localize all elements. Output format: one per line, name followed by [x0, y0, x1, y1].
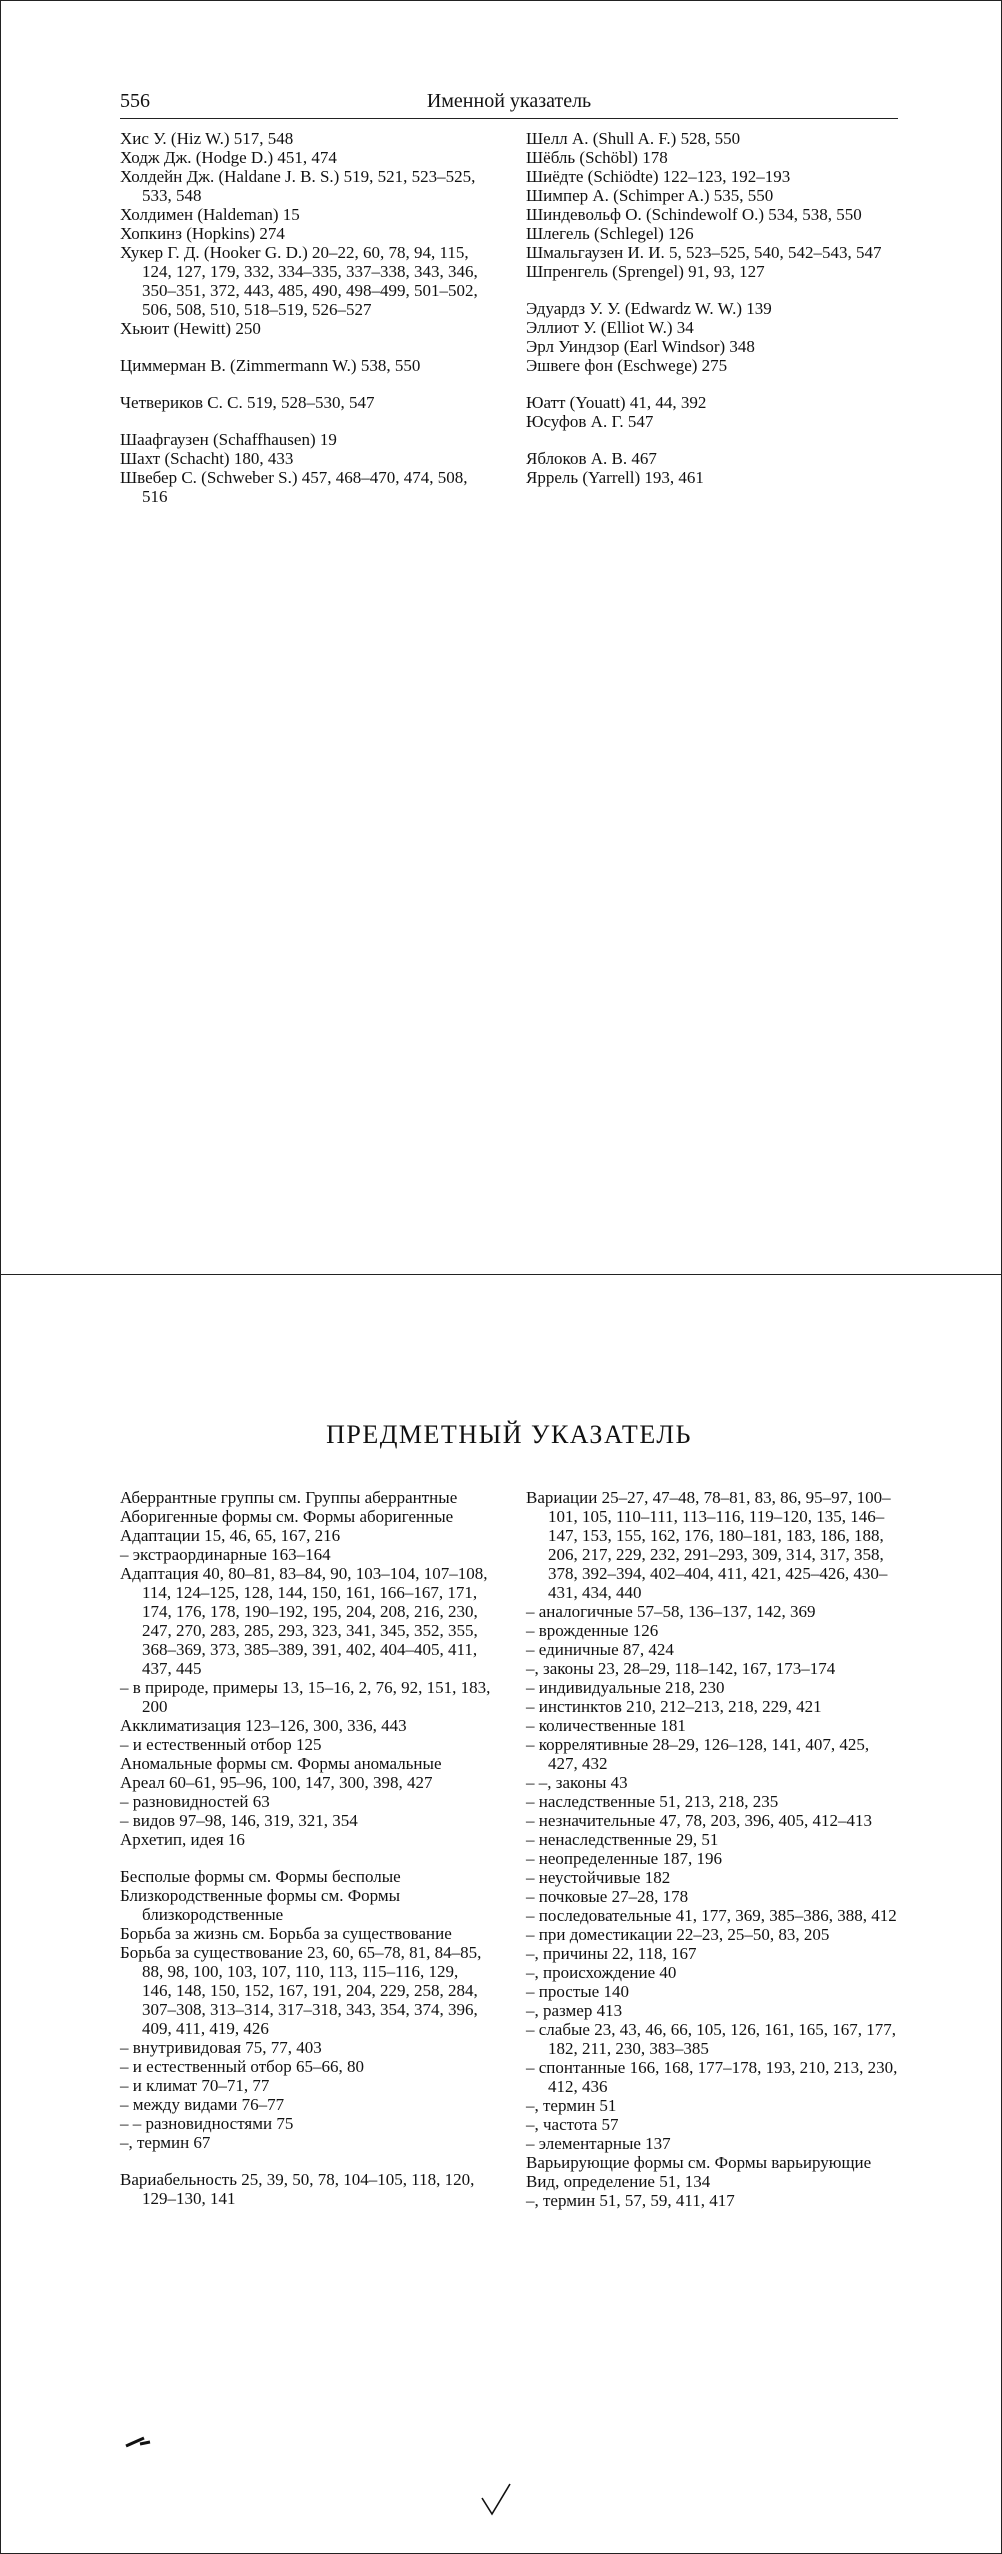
- index-entry: Шёбль (Schöbl) 178: [526, 148, 668, 167]
- index-entry: Хопкинз (Hopkins) 274: [120, 224, 285, 243]
- index-entry: Эдуардз У. У. (Edwardz W. W.) 139: [526, 299, 772, 318]
- index-entry: Бесполые формы см. Формы бесполые: [120, 1867, 401, 1886]
- index-entry: – индивидуальные 218, 230: [526, 1678, 725, 1697]
- index-entry: –, размер 413: [526, 2001, 623, 2020]
- left-column: [120, 129, 492, 506]
- left-column: [120, 1488, 492, 2210]
- running-head: [120, 88, 898, 119]
- index-entry: Вариабельность 25, 39, 50, 78, 104–105, 118, 120, 129–130, 141: [120, 2170, 475, 2208]
- index-entry: – – разновидностями 75: [120, 2114, 294, 2133]
- index-entry: – внутривидовая 75, 77, 403: [120, 2038, 322, 2057]
- index-entry: Акклиматизация 123–126, 300, 336, 443: [120, 1716, 407, 1735]
- index-entry: – и естественный отбор 125: [120, 1735, 322, 1754]
- index-entry: Юатт (Youatt) 41, 44, 392: [526, 393, 707, 412]
- index-entry: – экстраординарные 163–164: [120, 1545, 331, 1564]
- index-entry: Шахт (Schacht) 180, 433: [120, 449, 294, 468]
- index-entry: – слабые 23, 43, 46, 66, 105, 126, 161, 165, 167, 177, 182, 211, 230, 383–385: [526, 2020, 896, 2058]
- index-entry: – простые 140: [526, 1982, 629, 2001]
- index-entry: Архетип, идея 16: [120, 1830, 245, 1849]
- index-entry: Вид, определение 51, 134: [526, 2172, 711, 2191]
- index-entry: Адаптации 15, 46, 65, 167, 216: [120, 1526, 341, 1545]
- index-entry: Хис У. (Hiz W.) 517, 548: [120, 129, 294, 148]
- index-entry: – элементарные 137: [526, 2134, 671, 2153]
- index-entry: Шелл А. (Shull A. F.) 528, 550: [526, 129, 741, 148]
- index-entry: – –, законы 43: [526, 1773, 628, 1792]
- index-entry: – последовательные 41, 177, 369, 385–386, 388, 412: [526, 1906, 897, 1925]
- page-number: 556: [120, 90, 150, 112]
- bottom-page: [120, 1420, 898, 2210]
- section-title: ПРЕДМЕТНЫЙ УКАЗАТЕЛЬ: [326, 1420, 692, 1449]
- index-entry: Шпренгель (Sprengel) 91, 93, 127: [526, 262, 765, 281]
- index-entry: Шиёдте (Schiödte) 122–123, 192–193: [526, 167, 791, 186]
- index-entry: Циммерман В. (Zimmermann W.) 538, 550: [120, 356, 421, 375]
- right-column: [526, 1488, 898, 2210]
- index-entry: Ходж Дж. (Hodge D.) 451, 474: [120, 148, 337, 167]
- right-column: [526, 129, 898, 506]
- index-entry: Борьба за жизнь см. Борьба за существование: [120, 1924, 452, 1943]
- index-entry: Близкородственные формы см. Формы близкородственные: [120, 1886, 401, 1924]
- index-entry: Аберрантные группы см. Группы аберрантные: [120, 1488, 458, 1507]
- index-entry: –, термин 51: [526, 2096, 617, 2115]
- index-entry: Швебер С. (Schweber S.) 457, 468–470, 474, 508, 516: [120, 468, 468, 506]
- index-entry: – единичные 87, 424: [526, 1640, 674, 1659]
- index-entry: Адаптация 40, 80–81, 83–84, 90, 103–104, 107–108, 114, 124–125, 128, 144, 150, 161, 166–167, 171, 174, 176, 178, 190–192, 195, 204, 208, 216, 230, 247, 270, 283, 285, 293, 323, 341, 345, 352, 355, 368–369, 373, 385–389, 391, 402, 404–405, 411, 437, 445: [120, 1564, 488, 1678]
- top-page: [120, 88, 898, 506]
- index-entry: – аналогичные 57–58, 136–137, 142, 369: [526, 1602, 816, 1621]
- index-entry: –, термин 67: [120, 2133, 211, 2152]
- index-entry: – спонтанные 166, 168, 177–178, 193, 210, 213, 230, 412, 436: [526, 2058, 898, 2096]
- index-entry: – коррелятивные 28–29, 126–128, 141, 407, 425, 427, 432: [526, 1735, 870, 1773]
- subject-index-columns: [120, 1488, 898, 2210]
- index-entry: Шимпер А. (Schimper A.) 535, 550: [526, 186, 774, 205]
- index-entry: Холдимен (Haldeman) 15: [120, 205, 300, 224]
- index-entry: – в природе, примеры 13, 15–16, 2, 76, 92, 151, 183, 200: [120, 1678, 491, 1716]
- index-entry: Эрл Уиндзор (Earl Windsor) 348: [526, 337, 755, 356]
- index-entry: Аборигенные формы см. Формы аборигенные: [120, 1507, 454, 1526]
- index-entry: Шлегель (Schlegel) 126: [526, 224, 694, 243]
- index-entry: – и естественный отбор 65–66, 80: [120, 2057, 365, 2076]
- index-entry: Яррель (Yarrell) 193, 461: [526, 468, 704, 487]
- index-entry: – почковые 27–28, 178: [526, 1887, 689, 1906]
- index-entry: – разновидностей 63: [120, 1792, 270, 1811]
- index-entry: Аномальные формы см. Формы аномальные: [120, 1754, 442, 1773]
- index-entry: Холдейн Дж. (Haldane J. B. S.) 519, 521, 523–525, 533, 548: [120, 167, 476, 205]
- index-entry: – незначительные 47, 78, 203, 396, 405, 412–413: [526, 1811, 872, 1830]
- index-entry: –, частота 57: [526, 2115, 619, 2134]
- index-entry: – количественные 181: [526, 1716, 686, 1735]
- index-entry: Юсуфов А. Г. 547: [526, 412, 654, 431]
- index-entry: Хьюит (Hewitt) 250: [120, 319, 261, 338]
- index-entry: – врожденные 126: [526, 1621, 659, 1640]
- index-entry: Вариации 25–27, 47–48, 78–81, 83, 86, 95–97, 100–101, 105, 110–111, 113–116, 119–120, 135, 146–147, 153, 155, 162, 176, 180–181, 183, 186, 188, 206, 217, 229, 232, 291–293, 309, 314, 317, 358, 378, 392–394, 402–404, 411, 421, 425–426, 430–431, 434, 440: [526, 1488, 891, 1602]
- index-entry: Ареал 60–61, 95–96, 100, 147, 300, 398, 427: [120, 1773, 433, 1792]
- index-entry: – при доместикации 22–23, 25–50, 83, 205: [526, 1925, 830, 1944]
- index-entry: –, законы 23, 28–29, 118–142, 167, 173–174: [526, 1659, 836, 1678]
- index-entry: Варьирующие формы см. Формы варьирующие: [526, 2153, 872, 2172]
- index-entry: – и климат 70–71, 77: [120, 2076, 270, 2095]
- index-entry: – неопределенные 187, 196: [526, 1849, 722, 1868]
- index-entry: –, происхождение 40: [526, 1963, 677, 1982]
- index-entry: Эллиот У. (Elliot W.) 34: [526, 318, 694, 337]
- name-index-columns: [120, 129, 898, 506]
- header-title: Именной указатель: [426, 90, 592, 112]
- index-entry: Яблоков А. В. 467: [526, 449, 657, 468]
- index-entry: – инстинктов 210, 212–213, 218, 229, 421: [526, 1697, 822, 1716]
- index-entry: Эшвеге фон (Eschwege) 275: [526, 356, 728, 375]
- index-entry: Борьба за существование 23, 60, 65–78, 81, 84–85, 88, 98, 100, 103, 107, 110, 113, 115–116, 129, 146, 148, 150, 152, 167, 191, 204, 229, 258, 284, 307–308, 313–314, 317–318, 343, 354, 374, 396, 409, 411, 419, 426: [120, 1943, 482, 2038]
- index-entry: – ненаследственные 29, 51: [526, 1830, 719, 1849]
- index-entry: Шаафгаузен (Schaffhausen) 19: [120, 430, 337, 449]
- index-entry: Хукер Г. Д. (Hooker G. D.) 20–22, 60, 78, 94, 115, 124, 127, 179, 332, 334–335, 337–338, 343, 346, 350–351, 372, 443, 485, 490, 498–499, 501–502, 506, 508, 510, 518–519, 526–527: [120, 243, 478, 319]
- index-entry: Четвериков С. С. 519, 528–530, 547: [120, 393, 375, 412]
- index-entry: – видов 97–98, 146, 319, 321, 354: [120, 1811, 358, 1830]
- index-entry: – между видами 76–77: [120, 2095, 285, 2114]
- page-divider: [0, 1274, 1002, 1275]
- index-entry: Шиндевольф О. (Schindewolf O.) 534, 538, 550: [526, 205, 862, 224]
- index-entry: Шмальгаузен И. И. 5, 523–525, 540, 542–543, 547: [526, 243, 882, 262]
- index-entry: – неустойчивые 182: [526, 1868, 671, 1887]
- index-entry: –, причины 22, 118, 167: [526, 1944, 697, 1963]
- index-entry: – наследственные 51, 213, 218, 235: [526, 1792, 779, 1811]
- index-entry: –, термин 51, 57, 59, 411, 417: [526, 2191, 735, 2210]
